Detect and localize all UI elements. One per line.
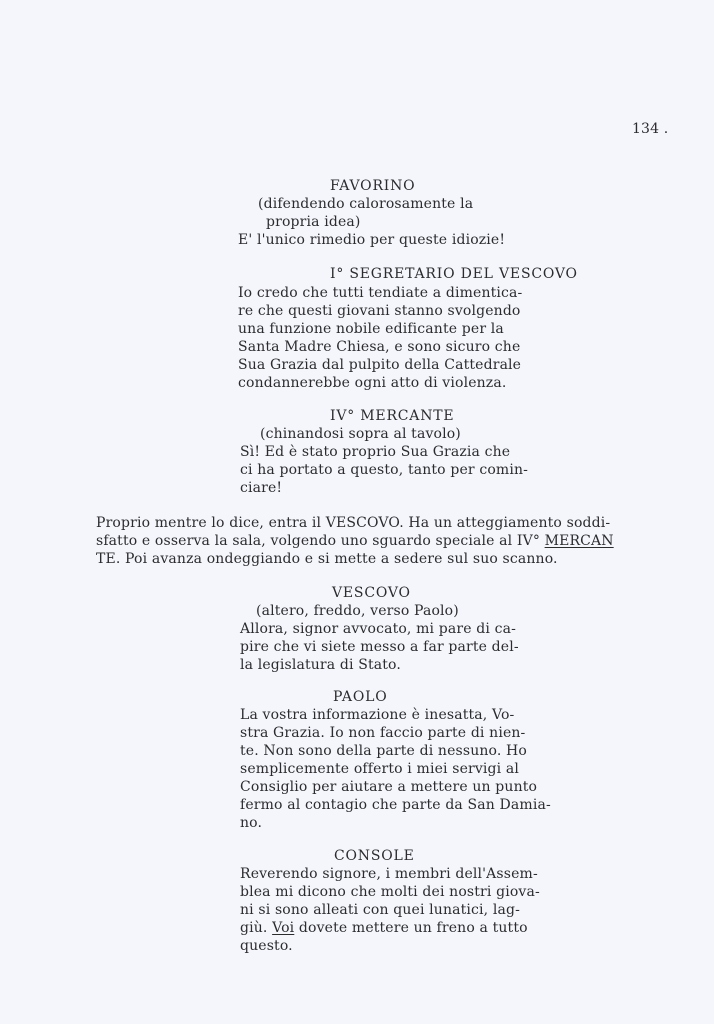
dialogue-text: giù. (240, 920, 273, 936)
speaker-paolo: PAOLO (333, 689, 388, 705)
speaker-console: CONSOLE (334, 848, 415, 864)
dialogue-line: no. (240, 815, 263, 831)
dialogue-line: Consiglio per aiutare a mettere un punto (240, 779, 538, 795)
stage-direction-text: sfatto e osserva la sala, volgendo uno sguardo speciale al IV° (96, 533, 545, 549)
dialogue-line: pire che vi siete messo a far parte del- (240, 639, 519, 655)
stage-direction-line (96, 532, 614, 550)
stage-direction-line: TE. Poi avanza ondeggiando e si mette a sedere sul suo scanno. (96, 551, 558, 567)
dialogue-line: La vostra informazione è inesatta, Vo- (240, 707, 515, 723)
dialogue-line: blea mi dicono che molti dei nostri giova- (240, 884, 540, 900)
stage-direction: (chinandosi sopra al tavolo) (260, 426, 461, 442)
page-number: 134 . (632, 121, 669, 137)
dialogue-line: questo. (240, 938, 293, 954)
dialogue-line: te. Non sono della parte di nessuno. Ho (240, 743, 527, 759)
speaker-favorino: FAVORINO (330, 178, 416, 194)
dialogue-line: Allora, signor avvocato, mi pare di ca- (240, 621, 516, 637)
dialogue-line: una funzione nobile edificante per la (238, 321, 504, 337)
speaker-vescovo: VESCOVO (332, 585, 411, 601)
underlined-word: MERCAN (544, 533, 614, 549)
dialogue-line: fermo al contagio che parte da San Damia- (240, 797, 551, 813)
speaker-mercante: IV° MERCANTE (330, 408, 455, 424)
dialogue-line: ni si sono alleati con quei lunatici, lag- (240, 902, 520, 918)
dialogue-line: Reverendo signore, i membri dell'Assem- (240, 866, 538, 882)
dialogue-line: condannerebbe ogni atto di violenza. (238, 375, 507, 391)
dialogue-text: dovete mettere un freno a tutto (294, 920, 528, 936)
dialogue-line: Io credo che tutti tendiate a dimentica- (238, 285, 523, 301)
stage-direction: (altero, freddo, verso Paolo) (256, 603, 459, 619)
dialogue-line: E' l'unico rimedio per queste idiozie! (238, 232, 506, 248)
dialogue-line: Santa Madre Chiesa, e sono sicuro che (238, 339, 521, 355)
stage-direction: propria idea) (266, 214, 361, 230)
dialogue-line: semplicemente offerto i miei servigi al (240, 761, 520, 777)
dialogue-line: ci ha portato a questo, tanto per comin- (240, 462, 528, 478)
dialogue-line (240, 919, 528, 937)
dialogue-line: Sua Grazia dal pulpito della Cattedrale (238, 357, 522, 373)
stage-direction: (difendendo calorosamente la (258, 196, 474, 212)
speaker-segretario: I° SEGRETARIO DEL VESCOVO (330, 266, 578, 282)
dialogue-line: stra Grazia. Io non faccio parte di nien- (240, 725, 526, 741)
dialogue-line: Sì! Ed è stato proprio Sua Grazia che (240, 444, 511, 460)
underlined-word: Voi (272, 920, 295, 936)
dialogue-line: la legislatura di Stato. (240, 657, 401, 673)
stage-direction-line: Proprio mentre lo dice, entra il VESCOVO. Ha un atteggiamento soddi- (96, 515, 611, 531)
dialogue-line: re che questi giovani stanno svolgendo (238, 303, 521, 319)
dialogue-line: ciare! (240, 480, 283, 496)
